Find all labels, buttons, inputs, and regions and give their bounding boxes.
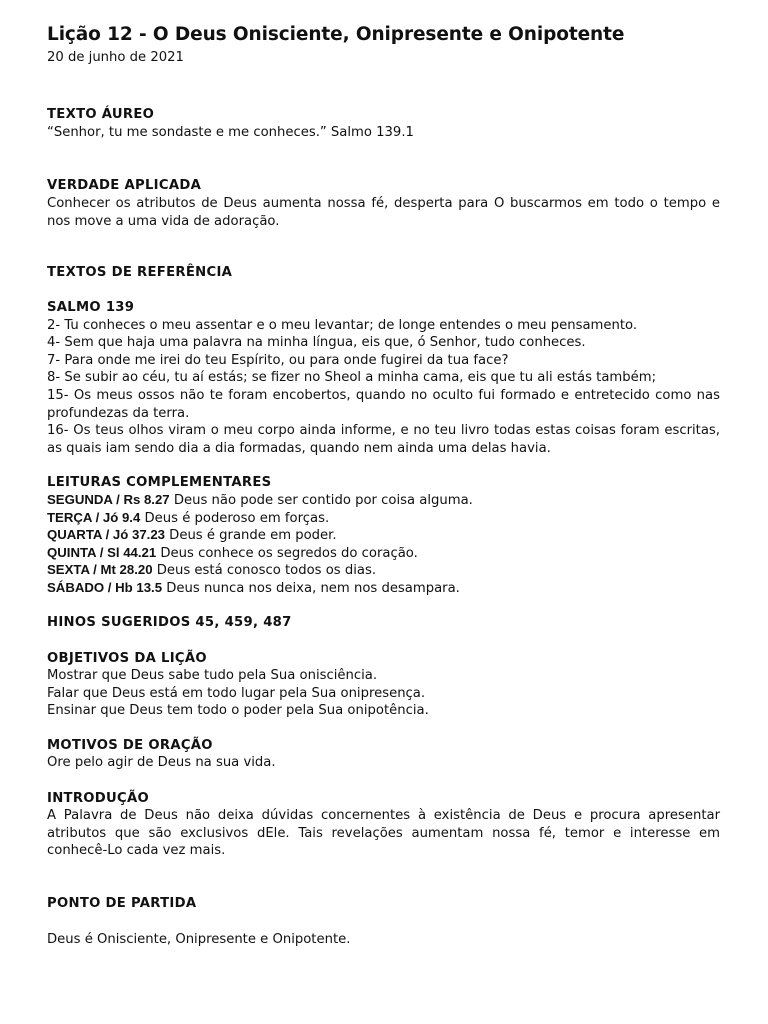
leitura-text: Deus é poderoso em forças.: [140, 511, 330, 526]
leitura-item: [47, 509, 720, 528]
introducao-text: A Palavra de Deus não deixa dúvidas concernentes à existência de Deus e procura apresentar atributos que são exclusivos dEle. Tais revelações aumentam nossa fé, temor e interesse em conhecê-Lo cada vez mais.: [47, 808, 720, 858]
leitura-day: TERÇA / Jó 9.4: [47, 510, 141, 525]
motivos-text: Ore pelo agir de Deus na sua vida.: [47, 755, 276, 770]
leitura-text: Deus nunca nos deixa, nem nos desampara.: [162, 581, 460, 596]
leitura-day: SEGUNDA / Rs 8.27: [47, 492, 170, 507]
verse: 2- Tu conheces o meu assentar e o meu levantar; de longe entendes o meu pensamento.: [47, 318, 638, 333]
verdade-aplicada-text: Conhecer os atributos de Deus aumenta nossa fé, desperta para O buscarmos em todo o tempo e nos move a uma vida de adoração.: [47, 196, 720, 229]
verse: 15- Os meus ossos não te foram encobertos, quando no oculto fui formado e entretecido como nas profundezas da terra.: [47, 388, 720, 421]
leitura-text: Deus está conosco todos os dias.: [152, 563, 377, 578]
leitura-day: SEXTA / Mt 28.20: [47, 562, 153, 577]
textos-referencia-heading: TEXTOS DE REFERÊNCIA: [47, 265, 233, 280]
ponto-partida-text: Deus é Onisciente, Onipresente e Onipotente.: [47, 932, 351, 947]
leitura-text: Deus conhece os segredos do coração.: [156, 546, 418, 561]
leitura-item: [47, 579, 720, 598]
leitura-day: SÁBADO / Hb 13.5: [47, 580, 163, 595]
verdade-aplicada-heading: VERDADE APLICADA: [47, 178, 202, 193]
leitura-item: [47, 561, 720, 580]
salmo-heading: SALMO 139: [47, 300, 135, 315]
leitura-text: Deus é grande em poder.: [164, 528, 337, 543]
verse: 7- Para onde me irei do teu Espírito, ou para onde fugirei da tua face?: [47, 353, 509, 368]
motivos-heading: MOTIVOS DE ORAÇÃO: [47, 738, 213, 753]
leitura-item: [47, 526, 720, 545]
leituras-heading: LEITURAS COMPLEMENTARES: [47, 475, 272, 490]
ponto-partida-heading: PONTO DE PARTIDA: [47, 896, 197, 911]
introducao-heading: INTRODUÇÃO: [47, 791, 150, 806]
lesson-title: Lição 12 - O Deus Onisciente, Onipresente e Onipotente: [47, 24, 625, 45]
verse: 16- Os teus olhos viram o meu corpo ainda informe, e no teu livro todas estas coisas foram escritas, as quais iam sendo dia a dia formadas, quando nem ainda uma delas havia.: [47, 423, 720, 456]
texto-aureo-heading: TEXTO ÁUREO: [47, 107, 155, 122]
objetivos-heading: OBJETIVOS DA LIÇÃO: [47, 651, 207, 666]
leitura-item: [47, 491, 720, 510]
objetivo-item: Mostrar que Deus sabe tudo pela Sua onisciência.: [47, 668, 378, 683]
objetivo-item: Ensinar que Deus tem todo o poder pela Sua onipotência.: [47, 703, 429, 718]
leitura-text: Deus não pode ser contido por coisa alguma.: [169, 493, 473, 508]
lesson-date: 20 de junho de 2021: [47, 50, 184, 65]
hinos-sugeridos: HINOS SUGERIDOS 45, 459, 487: [47, 615, 292, 630]
leitura-day: QUINTA / Sl 44.21: [47, 545, 157, 560]
leitura-item: [47, 544, 720, 563]
verse: 8- Se subir ao céu, tu aí estás; se fizer no Sheol a minha cama, eis que tu ali estás também;: [47, 370, 657, 385]
leitura-day: QUARTA / Jó 37.23: [47, 527, 165, 542]
verse: 4- Sem que haja uma palavra na minha língua, eis que, ó Senhor, tudo conheces.: [47, 335, 586, 350]
texto-aureo-text: “Senhor, tu me sondaste e me conheces.” Salmo 139.1: [47, 125, 414, 140]
objetivo-item: Falar que Deus está em todo lugar pela Sua onipresença.: [47, 686, 426, 701]
